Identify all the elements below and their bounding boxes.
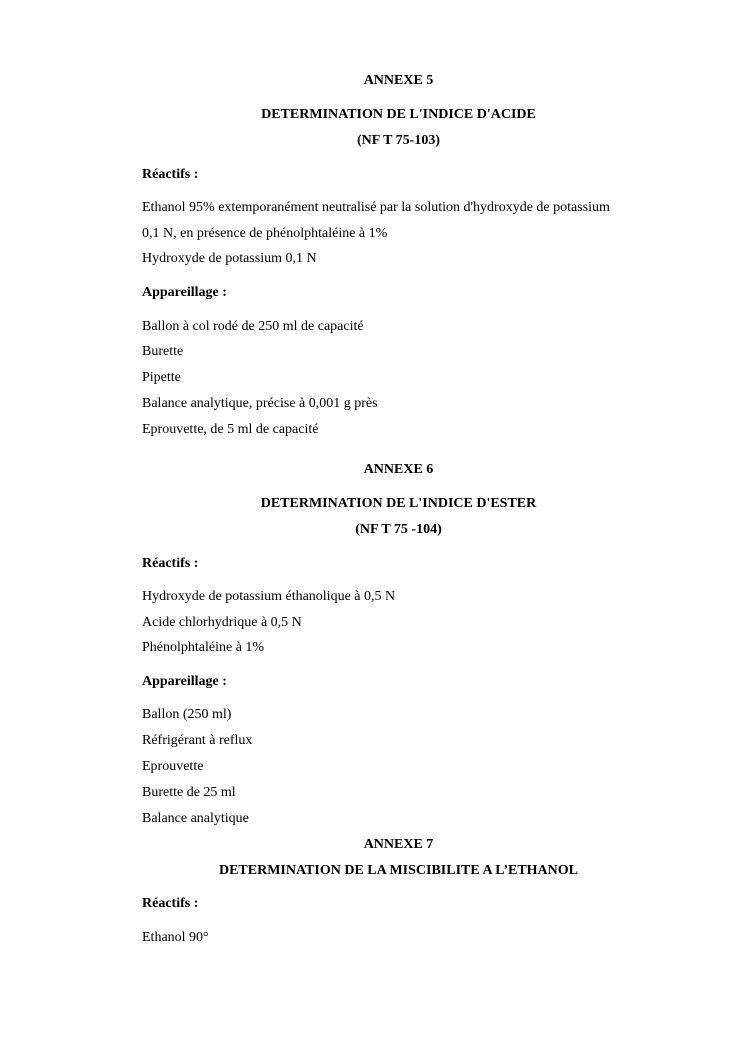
annex-6-appareillage-item: Burette de 25 ml bbox=[142, 785, 236, 800]
annex-5-title: DETERMINATION DE L'INDICE D'ACIDE bbox=[261, 107, 536, 122]
annex-5-norm: (NF T 75-103) bbox=[357, 133, 440, 148]
annex-6-label: ANNEXE 6 bbox=[363, 462, 434, 477]
annex-5-reactifs-heading: Réactifs : bbox=[142, 167, 199, 182]
annex-5-appareillage-item: Pipette bbox=[142, 370, 181, 385]
annex-6-reactifs-heading: Réactifs : bbox=[142, 556, 199, 571]
annex-6-appareillage-item: Balance analytique bbox=[142, 811, 249, 826]
annex-5-appareillage-item: Burette bbox=[142, 344, 184, 359]
annex-7-title: DETERMINATION DE LA MISCIBILITE A L’ETHANOL bbox=[218, 863, 579, 878]
annex-5-reactif-item: 0,1 N, en présence de phénolphtaléine à 1% bbox=[142, 226, 388, 241]
annex-6-reactif-item: Hydroxyde de potassium éthanolique à 0,5 N bbox=[142, 589, 396, 604]
annex-5-label: ANNEXE 5 bbox=[363, 73, 434, 88]
annex-5-appareillage-heading: Appareillage : bbox=[142, 285, 227, 300]
annex-6-appareillage-item: Réfrigérant à reflux bbox=[142, 733, 253, 748]
annex-6-appareillage-item: Ballon (250 ml) bbox=[142, 707, 232, 722]
annex-7-reactifs-heading: Réactifs : bbox=[142, 896, 199, 911]
annex-5-appareillage-item: Balance analytique, précise à 0,001 g près bbox=[142, 396, 378, 411]
annex-7-label: ANNEXE 7 bbox=[363, 837, 434, 852]
annex-6-reactif-item: Acide chlorhydrique à 0,5 N bbox=[142, 615, 302, 630]
annex-6-reactif-item: Phénolphtaléine à 1% bbox=[142, 640, 265, 655]
annex-5-appareillage-item: Ballon à col rodé de 250 ml de capacité bbox=[142, 319, 364, 334]
annex-6-title: DETERMINATION DE L'INDICE D'ESTER bbox=[260, 496, 537, 511]
annex-6-norm: (NF T 75 -104) bbox=[355, 522, 442, 537]
annex-6-appareillage-heading: Appareillage : bbox=[142, 674, 227, 689]
annex-5-reactif-item: Hydroxyde de potassium 0,1 N bbox=[142, 251, 317, 266]
annex-5-reactif-item: Ethanol 95% extemporanément neutralisé par la solution d'hydroxyde de potassium bbox=[142, 200, 610, 215]
annex-5-appareillage-item: Eprouvette, de 5 ml de capacité bbox=[142, 422, 319, 437]
annex-6-appareillage-item: Eprouvette bbox=[142, 759, 204, 774]
annex-7-reactif-item: Ethanol 90° bbox=[142, 930, 209, 945]
